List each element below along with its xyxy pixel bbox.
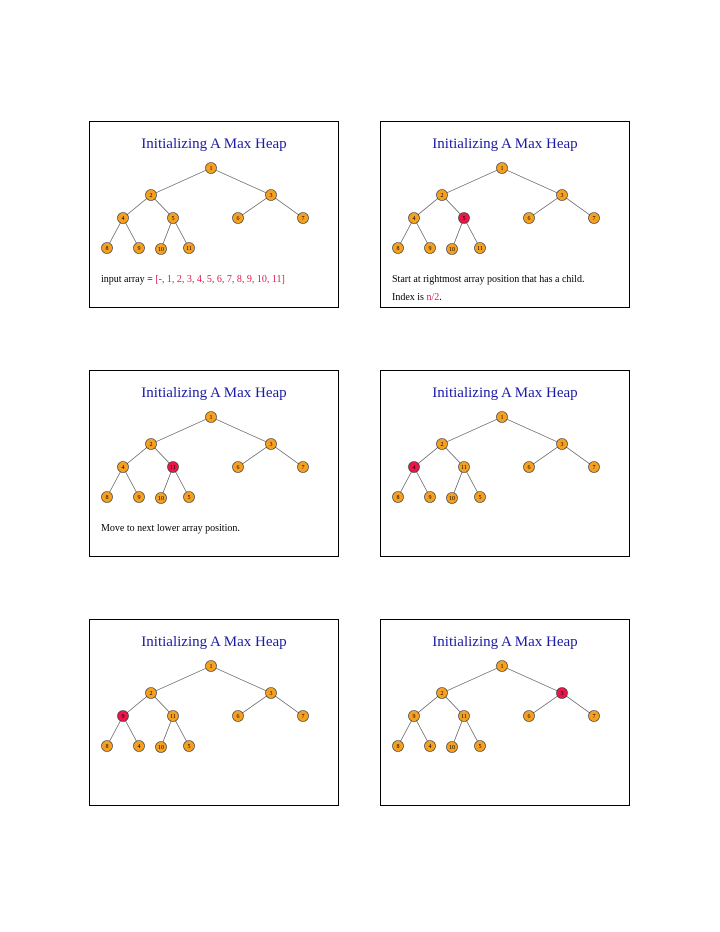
heap-node (524, 462, 535, 473)
tree-edge (238, 444, 271, 467)
heap-node (134, 741, 145, 752)
node-label: 8 (396, 495, 400, 501)
heap-node (156, 244, 167, 255)
node-label: 3 (560, 442, 564, 448)
caption-line (101, 271, 332, 289)
slide-title: Initializing A Max Heap (141, 136, 287, 152)
node-label: 4 (121, 216, 125, 222)
heap-node (497, 163, 508, 174)
tree-edge (238, 693, 271, 716)
tree-edge (442, 417, 502, 444)
heap-node (589, 213, 600, 224)
node-label: 5 (187, 495, 191, 501)
slide-caption (101, 520, 332, 538)
node-label: 1 (209, 415, 213, 421)
node-label: 7 (301, 714, 305, 720)
node-label: 3 (269, 193, 273, 199)
node-label: 5 (478, 495, 482, 501)
heap-node (409, 462, 420, 473)
heap-node (447, 244, 458, 255)
heap-node (437, 190, 448, 201)
node-label: 4 (137, 744, 141, 750)
heap-node (459, 462, 470, 473)
node-label: 10 (158, 745, 164, 751)
heap-node (156, 742, 167, 753)
node-label: 5 (171, 216, 175, 222)
heap-node (589, 462, 600, 473)
node-label: 8 (396, 246, 400, 252)
slide-title: Initializing A Max Heap (432, 136, 578, 152)
caption-line (101, 520, 332, 538)
heap-node (409, 213, 420, 224)
heap-node (168, 711, 179, 722)
heap-node (146, 439, 157, 450)
heap-node (447, 493, 458, 504)
heap-node (557, 688, 568, 699)
heap-node (118, 711, 129, 722)
tree-edge (562, 195, 594, 218)
node-label: 4 (412, 216, 416, 222)
node-label: 10 (158, 496, 164, 502)
slide-caption (101, 271, 332, 289)
node-label: 6 (527, 465, 531, 471)
heap-tree (381, 371, 631, 558)
highlighted-text: [-, 1, 2, 3, 4, 5, 6, 7, 8, 9, 10, 11] (155, 274, 285, 285)
node-label: 7 (592, 714, 596, 720)
node-label: 2 (440, 442, 444, 448)
heap-node (206, 163, 217, 174)
heap-node (393, 492, 404, 503)
node-label: 11 (186, 246, 192, 252)
node-label: 8 (105, 495, 109, 501)
heap-node (168, 213, 179, 224)
heap-tree (90, 620, 340, 807)
node-label: 1 (500, 166, 504, 172)
heap-node (393, 243, 404, 254)
heap-node (184, 492, 195, 503)
node-label: 9 (412, 714, 416, 720)
tree-edge (562, 444, 594, 467)
heap-node (589, 711, 600, 722)
slide-6 (380, 619, 630, 806)
node-label: 8 (105, 246, 109, 252)
node-label: 9 (428, 246, 432, 252)
heap-node (184, 741, 195, 752)
slide-4 (380, 370, 630, 557)
node-label: 3 (560, 193, 564, 199)
heap-node (184, 243, 195, 254)
slide-3 (89, 370, 339, 557)
caption-line (392, 271, 623, 289)
heap-node (266, 190, 277, 201)
tree-edge (502, 666, 562, 693)
heap-node (425, 492, 436, 503)
slide-caption (392, 271, 623, 307)
heap-node (497, 412, 508, 423)
heap-node (437, 688, 448, 699)
node-label: 11 (461, 465, 467, 471)
heap-node (233, 213, 244, 224)
node-label: 4 (121, 465, 125, 471)
slide-title: Initializing A Max Heap (141, 634, 287, 650)
tree-edge (562, 693, 594, 716)
tree-edge (211, 666, 271, 693)
caption-text: input array = (101, 274, 156, 285)
tree-edge (271, 444, 303, 467)
heap-node (118, 462, 129, 473)
tree-edge (211, 168, 271, 195)
heap-node (437, 439, 448, 450)
caption-text: Move to next lower array position. (101, 523, 240, 534)
slide-title: Initializing A Max Heap (432, 385, 578, 401)
node-label: 6 (236, 714, 240, 720)
node-label: 4 (428, 744, 432, 750)
node-label: 7 (592, 465, 596, 471)
node-label: 10 (449, 745, 455, 751)
heap-node (102, 243, 113, 254)
heap-node (425, 741, 436, 752)
heap-node (266, 439, 277, 450)
node-label: 6 (236, 216, 240, 222)
heap-node (393, 741, 404, 752)
heap-node (206, 661, 217, 672)
heap-node (475, 741, 486, 752)
caption-text: Start at rightmost array position that has a child. (392, 274, 585, 285)
node-label: 7 (592, 216, 596, 222)
node-label: 6 (527, 216, 531, 222)
node-label: 1 (209, 166, 213, 172)
heap-node (206, 412, 217, 423)
heap-node (459, 213, 470, 224)
heap-node (425, 243, 436, 254)
heap-node (497, 661, 508, 672)
node-label: 2 (149, 442, 153, 448)
node-label: 10 (158, 247, 164, 253)
node-label: 11 (461, 714, 467, 720)
heap-node (102, 492, 113, 503)
caption-line (392, 289, 623, 307)
node-label: 10 (449, 247, 455, 253)
heap-node (118, 213, 129, 224)
heap-node (146, 688, 157, 699)
node-label: 3 (269, 442, 273, 448)
tree-edge (442, 168, 502, 195)
slide-1 (89, 121, 339, 308)
highlighted-text: n/2 (426, 292, 440, 303)
heap-node (156, 493, 167, 504)
tree-edge (502, 168, 562, 195)
heap-node (557, 190, 568, 201)
heap-tree (381, 620, 631, 807)
node-label: 7 (301, 465, 305, 471)
heap-node (475, 492, 486, 503)
node-label: 3 (560, 691, 564, 697)
heap-node (298, 462, 309, 473)
node-label: 7 (301, 216, 305, 222)
slide-title: Initializing A Max Heap (432, 634, 578, 650)
heap-node (475, 243, 486, 254)
heap-node (524, 711, 535, 722)
tree-edge (529, 195, 562, 218)
node-label: 1 (209, 664, 213, 670)
tree-edge (151, 666, 211, 693)
node-label: 3 (269, 691, 273, 697)
heap-node (134, 492, 145, 503)
tree-edge (151, 168, 211, 195)
heap-node (233, 462, 244, 473)
heap-node (409, 711, 420, 722)
tree-edge (529, 693, 562, 716)
heap-node (298, 711, 309, 722)
heap-node (168, 462, 179, 473)
node-label: 2 (440, 193, 444, 199)
slide-title: Initializing A Max Heap (141, 385, 287, 401)
heap-node (524, 213, 535, 224)
heap-node (134, 243, 145, 254)
node-label: 5 (187, 744, 191, 750)
tree-edge (502, 417, 562, 444)
caption-text: Index is (392, 292, 427, 303)
heap-node (447, 742, 458, 753)
heap-node (557, 439, 568, 450)
node-label: 2 (440, 691, 444, 697)
node-label: 1 (500, 415, 504, 421)
slide-5 (89, 619, 339, 806)
node-label: 11 (170, 714, 176, 720)
tree-edge (271, 195, 303, 218)
node-label: 4 (412, 465, 416, 471)
heap-node (146, 190, 157, 201)
slide-2 (380, 121, 630, 308)
node-label: 8 (396, 744, 400, 750)
node-label: 5 (478, 744, 482, 750)
tree-edge (211, 417, 271, 444)
node-label: 9 (137, 495, 141, 501)
tree-edge (238, 195, 271, 218)
tree-edge (442, 666, 502, 693)
node-label: 9 (137, 246, 141, 252)
node-label: 6 (236, 465, 240, 471)
caption-text: . (439, 292, 442, 303)
heap-node (266, 688, 277, 699)
node-label: 5 (462, 216, 466, 222)
node-label: 2 (149, 193, 153, 199)
heap-node (459, 711, 470, 722)
heap-node (233, 711, 244, 722)
heap-node (102, 741, 113, 752)
node-label: 9 (428, 495, 432, 501)
node-label: 1 (500, 664, 504, 670)
tree-edge (529, 444, 562, 467)
tree-edge (151, 417, 211, 444)
node-label: 6 (527, 714, 531, 720)
node-label: 9 (121, 714, 125, 720)
tree-edge (271, 693, 303, 716)
node-label: 8 (105, 744, 109, 750)
node-label: 11 (477, 246, 483, 252)
node-label: 2 (149, 691, 153, 697)
node-label: 10 (449, 496, 455, 502)
node-label: 11 (170, 465, 176, 471)
heap-node (298, 213, 309, 224)
